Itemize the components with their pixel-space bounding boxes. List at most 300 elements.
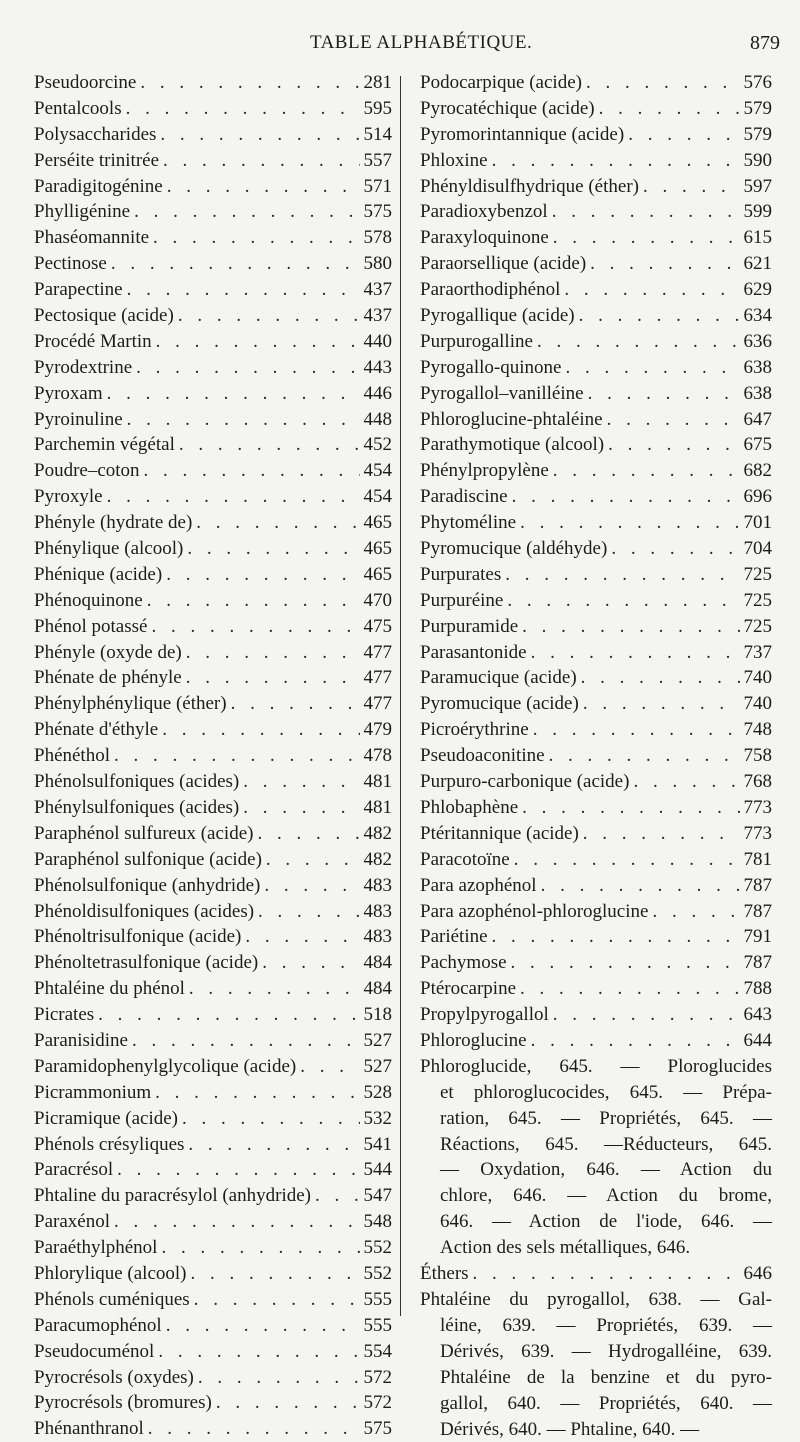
right-column [420,70,772,1442]
dot-leader [98,1002,359,1028]
dot-leader [243,769,359,795]
dot-leader [182,1106,359,1132]
index-entry [34,122,392,148]
entry-page: 440 [363,330,392,352]
entry-page: 575 [363,201,392,223]
dot-leader [541,873,740,899]
entry-page: 483 [363,900,392,922]
entry-page: 465 [363,538,392,560]
index-entry [420,769,772,795]
entry-page: 644 [743,1029,772,1051]
entry-name: Pyroinuline [34,408,123,430]
index-entry [420,329,772,355]
index-entry [420,536,772,562]
dot-leader [586,70,740,96]
page-number: 879 [750,32,780,54]
dot-leader [549,743,740,769]
entry-page: 599 [743,201,772,223]
index-entry [34,899,392,925]
entry-page: 482 [363,822,392,844]
paragraph-line: Phloroglucide, 645. — Ploroglucides [420,1055,772,1077]
entry-page: 437 [363,305,392,327]
dot-leader [188,1132,359,1158]
index-entry [34,640,392,666]
entry-page: 514 [363,123,392,145]
index-entry [34,510,392,536]
entry-name: Phloroglucine [420,1029,527,1051]
dot-leader [167,174,360,200]
page-title: TABLE ALPHABÉTIQUE. [310,32,533,53]
index-entry [34,355,392,381]
entry-name: Phloroglucine-phtaléine [420,408,603,430]
index-entry [34,1028,392,1054]
entry-page: 554 [363,1340,392,1362]
entry-page: 781 [743,848,772,870]
index-entry [34,562,392,588]
index-entry [34,381,392,407]
index-entry [420,355,772,381]
entry-page: 475 [363,615,392,637]
column-divider [400,76,401,1316]
entry-name: Ptéritannique (acide) [420,822,579,844]
entry-name: Paradigitogénine [34,175,163,197]
dot-leader [473,1261,740,1287]
dot-leader [114,743,360,769]
dot-leader [492,148,740,174]
index-entry [34,407,392,433]
index-entry [34,432,392,458]
dot-leader [216,1390,360,1416]
entry-page: 787 [743,952,772,974]
index-entry [34,536,392,562]
paragraph-line: Dérivés, 639. — Hydrogalléine, 639. [440,1340,772,1362]
entry-name: Phlorylique (alcool) [34,1262,187,1284]
entry-name: Pseudoaconitine [420,745,545,767]
entry-page: 579 [743,97,772,119]
entry-name: Purpuramide [420,615,519,637]
dot-leader [315,1183,360,1209]
index-entry [420,277,772,303]
entry-page: 579 [743,123,772,145]
dot-leader [553,458,740,484]
dot-leader [599,96,740,122]
dot-leader [633,769,739,795]
entry-name: Paraphénol sulfureux (acide) [34,822,254,844]
entry-name: Phénolsulfoniques (acides) [34,771,240,793]
entry-page: 470 [363,589,392,611]
paragraph-line: 646. — Action de l'iode, 646. — [440,1211,772,1233]
entry-page: 478 [363,745,392,767]
entry-name: Paraxénol [34,1211,110,1233]
entry-name: Pyromucique (aldéhyde) [420,538,608,560]
entry-page: 576 [743,72,772,93]
entry-name: Polysaccharides [34,123,157,145]
entry-page: 748 [743,719,772,741]
index-entry [420,691,772,717]
entry-page: 528 [363,1081,392,1103]
entry-page: 725 [743,563,772,585]
index-entry [34,924,392,950]
entry-page: 787 [743,900,772,922]
entry-page: 788 [743,978,772,1000]
dot-leader [590,251,739,277]
index-entry [420,484,772,510]
entry-name: Paraphénol sulfonique (acide) [34,848,262,870]
dot-leader [266,847,360,873]
entry-page: 555 [363,1314,392,1336]
dot-leader [111,251,360,277]
index-entry [420,717,772,743]
dot-leader [652,899,739,925]
dot-leader [553,1002,740,1028]
paragraph-line: Phtaléine du pyrogallol, 638. — Gal- [420,1288,772,1310]
dot-leader [492,924,740,950]
entry-page: 481 [363,796,392,818]
entry-name: Perséite trinitrée [34,149,160,171]
entry-name: Paramidophenylglycolique (acide) [34,1055,297,1077]
index-entry [34,1339,392,1365]
entry-name: Para azophénol-phloroglucine [420,900,649,922]
entry-name: Phénylique (alcool) [34,538,184,560]
entry-name: Phénoltrisulfonique (acide) [34,926,242,948]
entry-name: Pariétine [420,926,488,948]
dot-leader [643,174,740,200]
entry-page: 555 [363,1288,392,1310]
entry-page: 646 [743,1263,772,1285]
entry-page: 773 [743,796,772,818]
entry-name: Pyroxyle [34,486,103,508]
index-entry [34,1106,392,1132]
entry-page: 758 [743,745,772,767]
entry-page: 443 [363,356,392,378]
entry-name: Pectosique (acide) [34,305,174,327]
index-entry [420,381,772,407]
entry-name: Podocarpique (acide) [420,72,582,93]
dot-leader [187,536,359,562]
page-header [0,32,800,62]
entry-page: 572 [363,1392,392,1414]
index-entry [34,769,392,795]
dot-leader [163,148,359,174]
dot-leader [258,899,359,925]
dot-leader [136,355,359,381]
index-entry [420,303,772,329]
entry-page: 518 [363,1004,392,1026]
entry-name: Pyrocrésols (oxydes) [34,1366,194,1388]
dot-leader [257,821,359,847]
entry-name: Pyromorintannique (acide) [420,123,625,145]
dot-leader [189,976,360,1002]
index-entry [420,122,772,148]
dot-leader [178,303,360,329]
index-entry [34,458,392,484]
index-entry [420,976,772,1002]
dot-leader [140,70,359,96]
entry-name: Paracotoïne [420,848,510,870]
entry-name: Phénate de phényle [34,667,182,689]
entry-page: 571 [363,175,392,197]
dot-leader [628,122,739,148]
entry-name: Ptérocarpine [420,978,517,1000]
entry-name: Procédé Martin [34,330,152,352]
index-entry [420,96,772,122]
entry-name: Parasantonide [420,641,527,663]
index-entry [34,1183,392,1209]
index-entry [420,562,772,588]
index-entry [34,691,392,717]
dot-leader [505,562,739,588]
dot-leader [533,717,740,743]
dot-leader [531,640,740,666]
paragraph-line: Dérivés, 640. — Phtaline, 640. — [440,1418,700,1440]
entry-name: Purpurates [420,563,502,585]
index-entry [34,174,392,200]
entry-name: Phénols cuméniques [34,1288,190,1310]
dot-leader [262,950,359,976]
entry-page: 448 [363,408,392,430]
entry-name: Purpuréine [420,589,504,611]
dot-leader [264,873,359,899]
index-entry [34,1209,392,1235]
entry-name: Paraéthylphénol [34,1237,158,1259]
dot-leader [537,329,740,355]
paragraph-line: ration, 645. — Propriétés, 645. — [440,1107,772,1129]
dot-leader [107,381,360,407]
entry-page: 590 [743,149,772,171]
entry-page: 682 [743,460,772,482]
entry-page: 479 [363,719,392,741]
entry-name: Parapectine [34,279,123,301]
entry-name: Pyrogallol–vanilléine [420,382,584,404]
entry-name: Parathymotique (alcool) [420,434,605,456]
dot-leader [608,432,739,458]
dot-leader [231,691,360,717]
dot-leader [196,510,359,536]
entry-name: Pentalcools [34,97,122,119]
entry-page: 454 [363,486,392,508]
dot-leader [579,303,740,329]
dot-leader [134,199,359,225]
index-entry [34,873,392,899]
index-entry [420,795,772,821]
entry-page: 578 [363,227,392,249]
index-entry [420,847,772,873]
dot-leader [565,355,739,381]
dot-leader [194,1287,360,1313]
index-entry [420,899,772,925]
dot-leader [531,1028,740,1054]
entry-name: Pyrodextrine [34,356,133,378]
entry-name: Picroérythrine [420,719,529,741]
dot-leader [520,976,739,1002]
index-entry [420,70,772,96]
index-entry [420,588,772,614]
entry-page: 527 [363,1029,392,1051]
entry-page: 437 [363,279,392,301]
entry-name: Poudre–coton [34,460,140,482]
entry-page: 446 [363,382,392,404]
dot-leader [611,536,739,562]
index-entry [34,614,392,640]
dot-leader [588,381,740,407]
entry-name: Phaséomannite [34,227,150,249]
entry-page: 740 [743,693,772,715]
index-entry [34,277,392,303]
entry-page: 768 [743,771,772,793]
dot-leader [127,277,360,303]
index-entry [34,303,392,329]
index-entry [34,717,392,743]
entry-name: Picrammonium [34,1081,152,1103]
dot-leader [186,640,360,666]
entry-page: 575 [363,1418,392,1440]
index-entry [420,614,772,640]
dot-leader [198,1365,360,1391]
dot-leader [511,950,740,976]
index-paragraph [420,1287,772,1442]
entry-name: Pseudocuménol [34,1340,155,1362]
dot-leader [126,96,360,122]
index-entry [420,1028,772,1054]
index-entry [34,251,392,277]
dot-leader [158,1339,359,1365]
entry-page: 638 [743,356,772,378]
entry-name: Phylligénine [34,201,131,223]
index-entry [34,1416,392,1442]
index-entry [420,510,772,536]
entry-name: Pseudoorcine [34,72,137,93]
entry-name: Éthers [420,1263,469,1285]
dot-leader [179,432,360,458]
dot-leader [161,1235,359,1261]
entry-name: Phénate d'éthyle [34,719,159,741]
index-entry [420,251,772,277]
entry-page: 544 [363,1159,392,1181]
dot-leader [583,821,740,847]
entry-page: 621 [743,253,772,275]
index-entry [34,1132,392,1158]
entry-page: 737 [743,641,772,663]
index-entry [420,1261,772,1287]
dot-leader [520,510,739,536]
dot-leader [512,484,740,510]
dot-leader [151,614,359,640]
index-entry [34,1157,392,1183]
entry-name: Paramucique (acide) [420,667,577,689]
dot-leader [186,665,360,691]
entry-name: Phényle (oxyde de) [34,641,182,663]
entry-page: 773 [743,822,772,844]
entry-page: 281 [363,72,392,93]
index-entry [34,950,392,976]
dot-leader [155,1080,359,1106]
paragraph-line: Action des sels métalliques, 646. [440,1237,691,1259]
dot-leader [553,225,740,251]
entry-page: 740 [743,667,772,689]
entry-page: 465 [363,563,392,585]
entry-name: Paraxyloquinone [420,227,549,249]
index-entry [420,225,772,251]
entry-name: Phlobaphène [420,796,519,818]
entry-page: 477 [363,693,392,715]
entry-name: Phénolsulfonique (anhydride) [34,874,261,896]
entry-page: 481 [363,771,392,793]
index-entry [420,665,772,691]
index-entry [420,407,772,433]
entry-name: Pyrocrésols (bromures) [34,1392,212,1414]
dot-leader [114,1209,360,1235]
entry-name: Pyromucique (acide) [420,693,579,715]
index-entry [34,847,392,873]
entry-name: Phénol potassé [34,615,148,637]
entry-name: Phénique (acide) [34,563,163,585]
entry-name: Phénoquinone [34,589,143,611]
entry-page: 701 [743,512,772,534]
entry-name: Para azophénol [420,874,537,896]
index-entry [420,924,772,950]
dot-leader [552,199,740,225]
entry-page: 675 [743,434,772,456]
entry-page: 483 [363,874,392,896]
entry-name: Phénéthol [34,745,110,767]
dot-leader [607,407,740,433]
entry-name: Paradiscine [420,486,508,508]
entry-page: 483 [363,926,392,948]
entry-name: Pyrogallique (acide) [420,305,575,327]
entry-name: Phénylphénylique (éther) [34,693,227,715]
dot-leader [147,588,360,614]
entry-page: 482 [363,848,392,870]
dot-leader [581,665,740,691]
entry-page: 787 [743,874,772,896]
dot-leader [564,277,739,303]
entry-page: 452 [363,434,392,456]
index-entry [34,665,392,691]
entry-page: 634 [743,305,772,327]
index-entry [34,1287,392,1313]
entry-page: 647 [743,408,772,430]
dot-leader [507,588,739,614]
entry-page: 465 [363,512,392,534]
entry-name: Paracrésol [34,1159,114,1181]
index-entry [34,795,392,821]
index-entry [34,96,392,122]
index-entry [420,950,772,976]
entry-page: 580 [363,253,392,275]
entry-page: 791 [743,926,772,948]
entry-page: 595 [363,97,392,119]
entry-name: Phénanthranol [34,1418,144,1440]
dot-leader [514,847,740,873]
paragraph-line: gallol, 640. — Propriétés, 640. — [440,1392,772,1414]
paragraph-line: — Oxydation, 646. — Action du [440,1159,772,1181]
entry-name: Pyrocatéchique (acide) [420,97,595,119]
entry-name: Paradioxybenzol [420,201,548,223]
entry-name: Purpurogalline [420,330,533,352]
entry-page: 696 [743,486,772,508]
entry-page: 552 [363,1262,392,1284]
entry-name: Pectinose [34,253,107,275]
entry-name: Propylpyrogallol [420,1004,549,1026]
dot-leader [127,407,360,433]
dot-leader [583,691,740,717]
entry-name: Phénoldisulfoniques (acides) [34,900,255,922]
entry-name: Paraorthodiphénol [420,279,561,301]
entry-name: Purpuro-carbonique (acide) [420,771,630,793]
entry-name: Pyroxam [34,382,103,404]
index-entry [34,976,392,1002]
dot-leader [162,717,359,743]
